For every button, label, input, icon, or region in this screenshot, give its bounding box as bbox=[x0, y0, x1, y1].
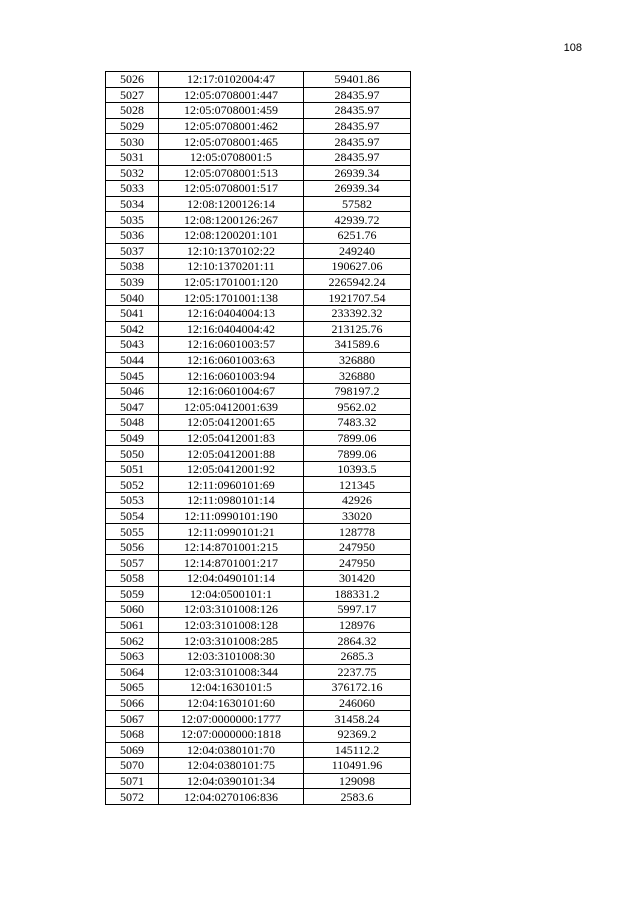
cadastral-code-cell: 12:04:1630101:5 bbox=[159, 680, 304, 696]
record-number-cell: 5060 bbox=[106, 602, 159, 618]
amount-cell: 28435.97 bbox=[304, 118, 411, 134]
record-number-cell: 5072 bbox=[106, 789, 159, 805]
amount-cell: 326880 bbox=[304, 352, 411, 368]
records-table-body bbox=[106, 72, 411, 805]
amount-cell: 798197.2 bbox=[304, 383, 411, 399]
cadastral-code-cell: 12:04:0380101:70 bbox=[159, 742, 304, 758]
amount-cell: 213125.76 bbox=[304, 321, 411, 337]
amount-cell: 341589.6 bbox=[304, 337, 411, 353]
record-number-cell: 5042 bbox=[106, 321, 159, 337]
table-row bbox=[106, 726, 411, 742]
table-row bbox=[106, 524, 411, 540]
amount-cell: 26939.34 bbox=[304, 165, 411, 181]
record-number-cell: 5071 bbox=[106, 773, 159, 789]
amount-cell: 128778 bbox=[304, 524, 411, 540]
amount-cell: 59401.86 bbox=[304, 72, 411, 88]
table-row bbox=[106, 633, 411, 649]
record-number-cell: 5054 bbox=[106, 508, 159, 524]
amount-cell: 301420 bbox=[304, 571, 411, 587]
amount-cell: 2864.32 bbox=[304, 633, 411, 649]
table-row bbox=[106, 508, 411, 524]
table-row bbox=[106, 368, 411, 384]
record-number-cell: 5051 bbox=[106, 461, 159, 477]
cadastral-code-cell: 12:04:0380101:75 bbox=[159, 758, 304, 774]
cadastral-code-cell: 12:05:0708001:462 bbox=[159, 118, 304, 134]
cadastral-code-cell: 12:11:0980101:14 bbox=[159, 493, 304, 509]
table-row bbox=[106, 243, 411, 259]
amount-cell: 6251.76 bbox=[304, 227, 411, 243]
cadastral-code-cell: 12:14:8701001:217 bbox=[159, 555, 304, 571]
cadastral-code-cell: 12:05:0708001:517 bbox=[159, 181, 304, 197]
amount-cell: 247950 bbox=[304, 555, 411, 571]
record-number-cell: 5037 bbox=[106, 243, 159, 259]
table-row bbox=[106, 602, 411, 618]
cadastral-code-cell: 12:16:0404004:42 bbox=[159, 321, 304, 337]
amount-cell: 2265942.24 bbox=[304, 274, 411, 290]
cadastral-code-cell: 12:11:0990101:190 bbox=[159, 508, 304, 524]
record-number-cell: 5064 bbox=[106, 664, 159, 680]
record-number-cell: 5045 bbox=[106, 368, 159, 384]
cadastral-code-cell: 12:05:0412001:639 bbox=[159, 399, 304, 415]
record-number-cell: 5059 bbox=[106, 586, 159, 602]
table-row bbox=[106, 149, 411, 165]
table-row bbox=[106, 586, 411, 602]
record-number-cell: 5039 bbox=[106, 274, 159, 290]
table-row bbox=[106, 773, 411, 789]
record-number-cell: 5030 bbox=[106, 134, 159, 150]
table-row bbox=[106, 337, 411, 353]
record-number-cell: 5043 bbox=[106, 337, 159, 353]
table-row bbox=[106, 383, 411, 399]
cadastral-code-cell: 12:05:0708001:447 bbox=[159, 87, 304, 103]
table-row bbox=[106, 711, 411, 727]
table-row bbox=[106, 493, 411, 509]
amount-cell: 92369.2 bbox=[304, 726, 411, 742]
record-number-cell: 5038 bbox=[106, 259, 159, 275]
record-number-cell: 5052 bbox=[106, 477, 159, 493]
record-number-cell: 5067 bbox=[106, 711, 159, 727]
table-row bbox=[106, 181, 411, 197]
table-row bbox=[106, 259, 411, 275]
record-number-cell: 5061 bbox=[106, 617, 159, 633]
amount-cell: 129098 bbox=[304, 773, 411, 789]
record-number-cell: 5053 bbox=[106, 493, 159, 509]
record-number-cell: 5035 bbox=[106, 212, 159, 228]
cadastral-code-cell: 12:04:0390101:34 bbox=[159, 773, 304, 789]
amount-cell: 5997.17 bbox=[304, 602, 411, 618]
table-row bbox=[106, 461, 411, 477]
record-number-cell: 5049 bbox=[106, 430, 159, 446]
amount-cell: 2685.3 bbox=[304, 648, 411, 664]
record-number-cell: 5066 bbox=[106, 695, 159, 711]
table-row bbox=[106, 789, 411, 805]
table-row bbox=[106, 446, 411, 462]
amount-cell: 190627.06 bbox=[304, 259, 411, 275]
amount-cell: 121345 bbox=[304, 477, 411, 493]
cadastral-code-cell: 12:16:0601003:94 bbox=[159, 368, 304, 384]
record-number-cell: 5056 bbox=[106, 539, 159, 555]
table-row bbox=[106, 290, 411, 306]
table-row bbox=[106, 196, 411, 212]
amount-cell: 28435.97 bbox=[304, 87, 411, 103]
cadastral-code-cell: 12:07:0000000:1777 bbox=[159, 711, 304, 727]
amount-cell: 42926 bbox=[304, 493, 411, 509]
amount-cell: 376172.16 bbox=[304, 680, 411, 696]
table-row bbox=[106, 555, 411, 571]
amount-cell: 2237.75 bbox=[304, 664, 411, 680]
amount-cell: 7483.32 bbox=[304, 415, 411, 431]
table-row bbox=[106, 664, 411, 680]
table-row bbox=[106, 477, 411, 493]
record-number-cell: 5033 bbox=[106, 181, 159, 197]
amount-cell: 2583.6 bbox=[304, 789, 411, 805]
record-number-cell: 5028 bbox=[106, 103, 159, 119]
amount-cell: 246060 bbox=[304, 695, 411, 711]
cadastral-code-cell: 12:05:1701001:120 bbox=[159, 274, 304, 290]
cadastral-code-cell: 12:07:0000000:1818 bbox=[159, 726, 304, 742]
page-number: 108 bbox=[563, 42, 582, 54]
table-row bbox=[106, 430, 411, 446]
cadastral-code-cell: 12:03:3101008:30 bbox=[159, 648, 304, 664]
record-number-cell: 5065 bbox=[106, 680, 159, 696]
cadastral-code-cell: 12:03:3101008:285 bbox=[159, 633, 304, 649]
record-number-cell: 5050 bbox=[106, 446, 159, 462]
cadastral-code-cell: 12:04:0490101:14 bbox=[159, 571, 304, 587]
amount-cell: 28435.97 bbox=[304, 149, 411, 165]
amount-cell: 42939.72 bbox=[304, 212, 411, 228]
table-row bbox=[106, 617, 411, 633]
table-row bbox=[106, 165, 411, 181]
cadastral-code-cell: 12:08:1200126:267 bbox=[159, 212, 304, 228]
cadastral-code-cell: 12:08:1200201:101 bbox=[159, 227, 304, 243]
record-number-cell: 5034 bbox=[106, 196, 159, 212]
amount-cell: 10393.5 bbox=[304, 461, 411, 477]
record-number-cell: 5040 bbox=[106, 290, 159, 306]
cadastral-code-cell: 12:05:0708001:459 bbox=[159, 103, 304, 119]
table-row bbox=[106, 321, 411, 337]
table-row bbox=[106, 571, 411, 587]
record-number-cell: 5058 bbox=[106, 571, 159, 587]
cadastral-code-cell: 12:05:0412001:92 bbox=[159, 461, 304, 477]
amount-cell: 28435.97 bbox=[304, 103, 411, 119]
cadastral-code-cell: 12:03:3101008:344 bbox=[159, 664, 304, 680]
record-number-cell: 5048 bbox=[106, 415, 159, 431]
cadastral-code-cell: 12:16:0404004:13 bbox=[159, 305, 304, 321]
cadastral-code-cell: 12:17:0102004:47 bbox=[159, 72, 304, 88]
amount-cell: 128976 bbox=[304, 617, 411, 633]
cadastral-code-cell: 12:10:1370201:11 bbox=[159, 259, 304, 275]
record-number-cell: 5026 bbox=[106, 72, 159, 88]
table-row bbox=[106, 103, 411, 119]
record-number-cell: 5069 bbox=[106, 742, 159, 758]
cadastral-code-cell: 12:10:1370102:22 bbox=[159, 243, 304, 259]
table-row bbox=[106, 399, 411, 415]
record-number-cell: 5029 bbox=[106, 118, 159, 134]
cadastral-code-cell: 12:03:3101008:126 bbox=[159, 602, 304, 618]
record-number-cell: 5055 bbox=[106, 524, 159, 540]
table-row bbox=[106, 695, 411, 711]
record-number-cell: 5032 bbox=[106, 165, 159, 181]
amount-cell: 233392.32 bbox=[304, 305, 411, 321]
cadastral-code-cell: 12:05:0412001:65 bbox=[159, 415, 304, 431]
cadastral-code-cell: 12:03:3101008:128 bbox=[159, 617, 304, 633]
amount-cell: 145112.2 bbox=[304, 742, 411, 758]
record-number-cell: 5047 bbox=[106, 399, 159, 415]
table-row bbox=[106, 134, 411, 150]
amount-cell: 26939.34 bbox=[304, 181, 411, 197]
table-row bbox=[106, 305, 411, 321]
table-row bbox=[106, 227, 411, 243]
table-row bbox=[106, 352, 411, 368]
cadastral-code-cell: 12:05:0412001:88 bbox=[159, 446, 304, 462]
cadastral-code-cell: 12:16:0601003:57 bbox=[159, 337, 304, 353]
amount-cell: 9562.02 bbox=[304, 399, 411, 415]
amount-cell: 1921707.54 bbox=[304, 290, 411, 306]
amount-cell: 247950 bbox=[304, 539, 411, 555]
amount-cell: 249240 bbox=[304, 243, 411, 259]
amount-cell: 31458.24 bbox=[304, 711, 411, 727]
table-row bbox=[106, 539, 411, 555]
table-row bbox=[106, 212, 411, 228]
table-row bbox=[106, 118, 411, 134]
cadastral-code-cell: 12:08:1200126:14 bbox=[159, 196, 304, 212]
cadastral-code-cell: 12:11:0990101:21 bbox=[159, 524, 304, 540]
amount-cell: 326880 bbox=[304, 368, 411, 384]
record-number-cell: 5063 bbox=[106, 648, 159, 664]
amount-cell: 28435.97 bbox=[304, 134, 411, 150]
record-number-cell: 5031 bbox=[106, 149, 159, 165]
record-number-cell: 5027 bbox=[106, 87, 159, 103]
cadastral-code-cell: 12:05:0708001:5 bbox=[159, 149, 304, 165]
cadastral-code-cell: 12:16:0601003:63 bbox=[159, 352, 304, 368]
table-row bbox=[106, 742, 411, 758]
record-number-cell: 5036 bbox=[106, 227, 159, 243]
table-row bbox=[106, 758, 411, 774]
cadastral-code-cell: 12:05:0412001:83 bbox=[159, 430, 304, 446]
amount-cell: 188331.2 bbox=[304, 586, 411, 602]
amount-cell: 7899.06 bbox=[304, 430, 411, 446]
cadastral-code-cell: 12:05:1701001:138 bbox=[159, 290, 304, 306]
amount-cell: 33020 bbox=[304, 508, 411, 524]
record-number-cell: 5057 bbox=[106, 555, 159, 571]
record-number-cell: 5044 bbox=[106, 352, 159, 368]
records-table bbox=[105, 71, 411, 805]
cadastral-code-cell: 12:04:1630101:60 bbox=[159, 695, 304, 711]
table-row bbox=[106, 87, 411, 103]
cadastral-code-cell: 12:14:8701001:215 bbox=[159, 539, 304, 555]
record-number-cell: 5068 bbox=[106, 726, 159, 742]
cadastral-code-cell: 12:16:0601004:67 bbox=[159, 383, 304, 399]
table-row bbox=[106, 415, 411, 431]
record-number-cell: 5046 bbox=[106, 383, 159, 399]
record-number-cell: 5062 bbox=[106, 633, 159, 649]
table-row bbox=[106, 648, 411, 664]
record-number-cell: 5041 bbox=[106, 305, 159, 321]
cadastral-code-cell: 12:05:0708001:465 bbox=[159, 134, 304, 150]
cadastral-code-cell: 12:05:0708001:513 bbox=[159, 165, 304, 181]
amount-cell: 57582 bbox=[304, 196, 411, 212]
amount-cell: 110491.96 bbox=[304, 758, 411, 774]
cadastral-code-cell: 12:04:0270106:836 bbox=[159, 789, 304, 805]
cadastral-code-cell: 12:11:0960101:69 bbox=[159, 477, 304, 493]
table-row bbox=[106, 72, 411, 88]
table-row bbox=[106, 274, 411, 290]
record-number-cell: 5070 bbox=[106, 758, 159, 774]
cadastral-code-cell: 12:04:0500101:1 bbox=[159, 586, 304, 602]
table-row bbox=[106, 680, 411, 696]
amount-cell: 7899.06 bbox=[304, 446, 411, 462]
